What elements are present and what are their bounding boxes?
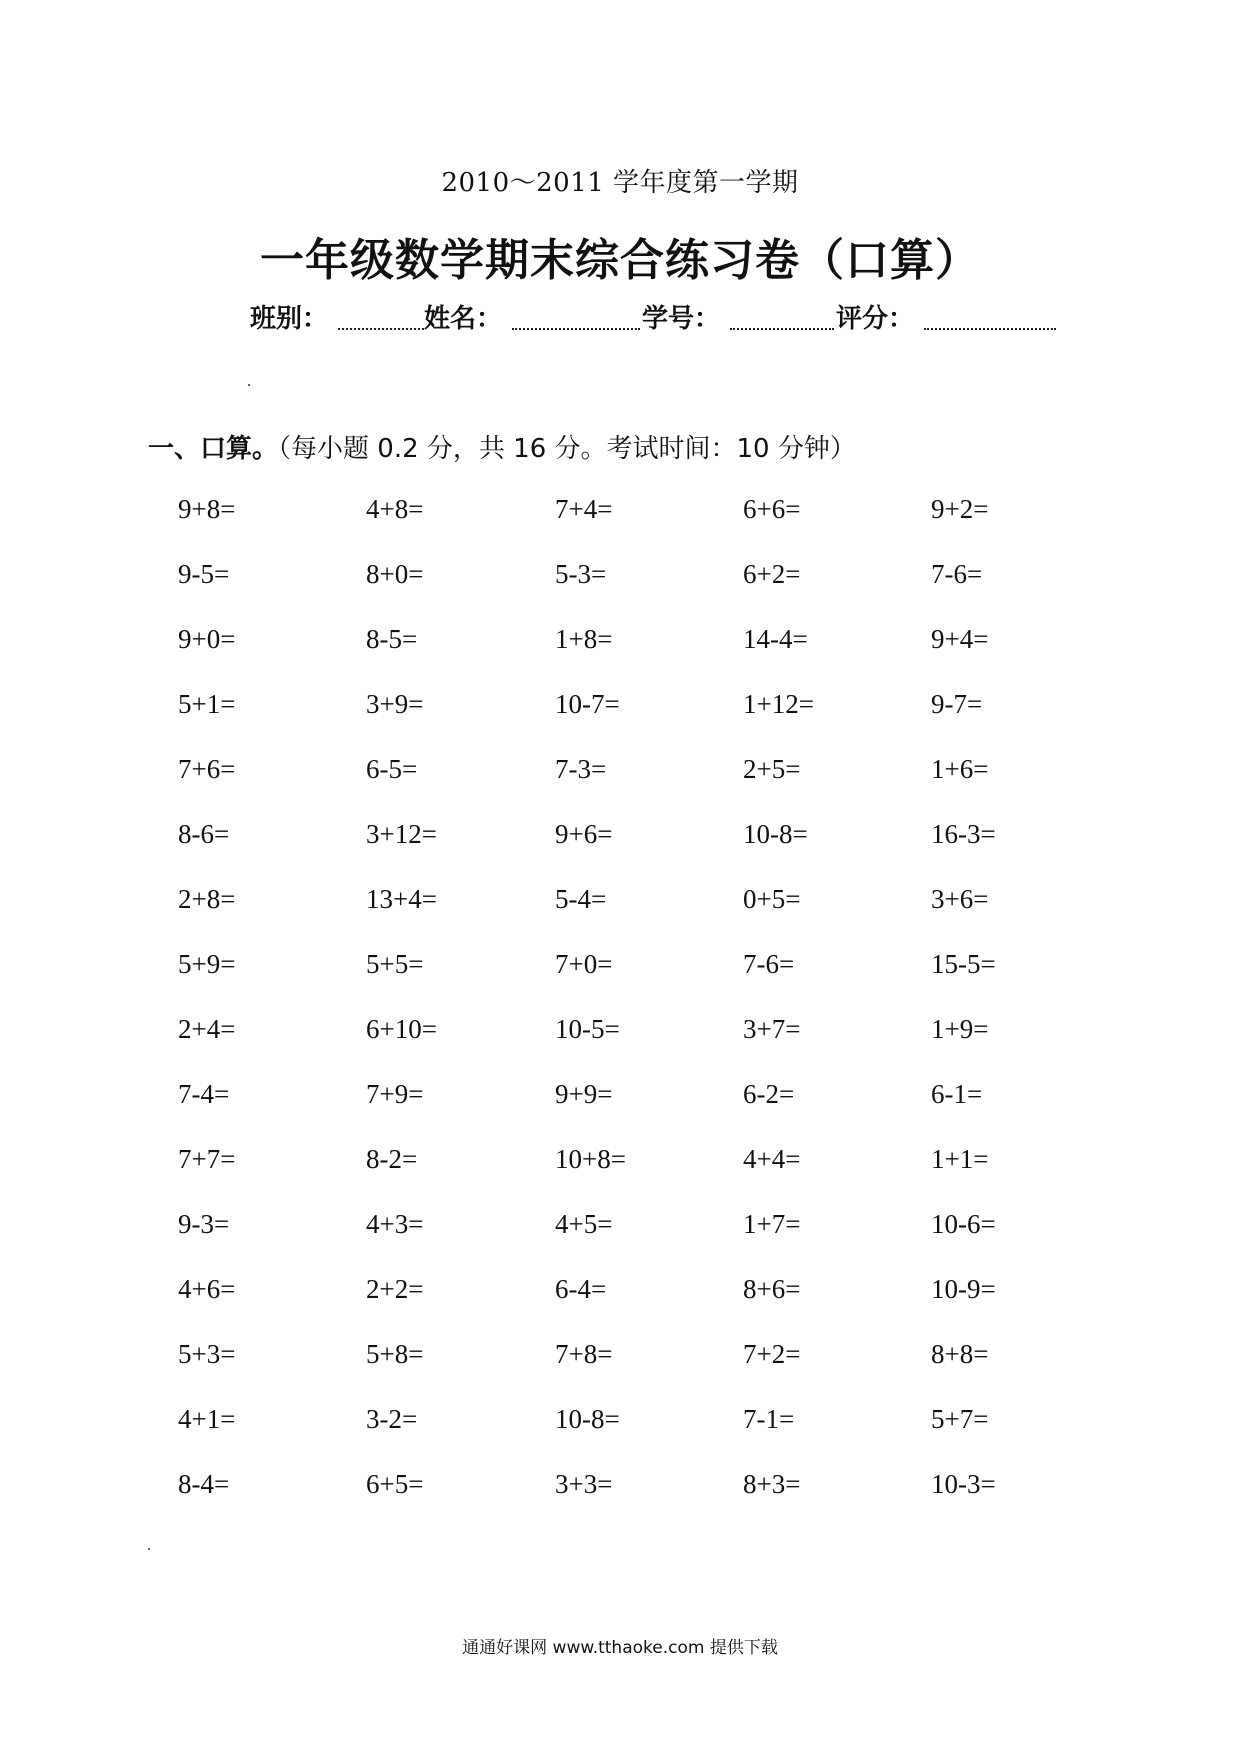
problem-item: 10+8= <box>555 1144 626 1174</box>
problem-item: 5+1= <box>178 689 236 719</box>
problem-item: 9+4= <box>931 624 989 654</box>
problem-item: 4+8= <box>366 494 424 524</box>
problem-item: 5-3= <box>555 559 607 589</box>
problem-item: 6+5= <box>366 1469 424 1499</box>
problem-item: 9-7= <box>931 689 983 719</box>
problem-row <box>178 1014 1078 1054</box>
class-label: 班别： <box>250 304 329 334</box>
problem-item: 1+7= <box>743 1209 801 1239</box>
problem-item: 5-4= <box>555 884 607 914</box>
problem-item: 5+3= <box>178 1339 236 1369</box>
problem-item: 7+8= <box>555 1339 613 1369</box>
school-term-subtitle: 2010～2011 学年度第一学期 <box>441 168 799 198</box>
problem-item: 3-2= <box>366 1404 418 1434</box>
problem-row <box>178 1274 1078 1314</box>
student-number-label: 学号： <box>642 304 721 334</box>
problem-row <box>178 1339 1078 1379</box>
problem-item: 7+4= <box>555 494 613 524</box>
problem-grid <box>178 494 1078 1499</box>
problem-item: 6-5= <box>366 754 418 784</box>
problem-row <box>178 1144 1078 1184</box>
problem-item: 3+9= <box>366 689 424 719</box>
class-blank-line[interactable] <box>338 328 424 330</box>
problem-item: 7+9= <box>366 1079 424 1109</box>
problem-item: 9-3= <box>178 1209 230 1239</box>
problem-item: 6+10= <box>366 1014 437 1044</box>
problem-item: 6-1= <box>931 1079 983 1109</box>
section-heading <box>148 428 856 465</box>
problem-item: 5+9= <box>178 949 236 979</box>
student-info-row <box>250 298 1070 338</box>
problem-item: 8+6= <box>743 1274 801 1304</box>
student-number-blank-line[interactable] <box>730 328 834 330</box>
problem-item: 14-4= <box>743 624 808 654</box>
score-blank-line[interactable] <box>924 328 1056 330</box>
section-number: 一、口算。 <box>148 434 279 464</box>
problem-item: 7+6= <box>178 754 236 784</box>
problem-item: 0+5= <box>743 884 801 914</box>
problem-item: 7+7= <box>178 1144 236 1174</box>
problem-item: 4+6= <box>178 1274 236 1304</box>
problem-item: 4+5= <box>555 1209 613 1239</box>
problem-item: 2+5= <box>743 754 801 784</box>
problem-row <box>178 949 1078 989</box>
problem-item: 5+7= <box>931 1404 989 1434</box>
problem-row <box>178 624 1078 664</box>
problem-item: 7-6= <box>743 949 795 979</box>
section-note: （每小题 0.2 分，共 16 分。考试时间：10 分钟） <box>278 434 856 464</box>
problem-item: 2+4= <box>178 1014 236 1044</box>
problem-item: 8-5= <box>366 624 418 654</box>
problem-item: 7+2= <box>743 1339 801 1369</box>
problem-item: 3+7= <box>743 1014 801 1044</box>
problem-item: 16-3= <box>931 819 996 849</box>
problem-item: 10-9= <box>931 1274 996 1304</box>
problem-item: 10-6= <box>931 1209 996 1239</box>
problem-row <box>178 559 1078 599</box>
problem-item: 10-7= <box>555 689 620 719</box>
problem-item: 9+0= <box>178 624 236 654</box>
problem-item: 7+0= <box>555 949 613 979</box>
problem-item: 1+12= <box>743 689 814 719</box>
problem-item: 1+1= <box>931 1144 989 1174</box>
worksheet-title: 一年级数学期末综合练习卷（口算） <box>260 235 980 286</box>
problem-item: 3+6= <box>931 884 989 914</box>
problem-item: 10-8= <box>555 1404 620 1434</box>
scan-speck <box>148 1548 150 1550</box>
problem-item: 1+9= <box>931 1014 989 1044</box>
problem-item: 5+5= <box>366 949 424 979</box>
problem-row <box>178 1469 1078 1509</box>
problem-row <box>178 754 1078 794</box>
problem-item: 10-5= <box>555 1014 620 1044</box>
problem-row <box>178 494 1078 534</box>
problem-item: 9-5= <box>178 559 230 589</box>
problem-item: 9+6= <box>555 819 613 849</box>
problem-item: 13+4= <box>366 884 437 914</box>
problem-item: 10-3= <box>931 1469 996 1499</box>
problem-item: 7-6= <box>931 559 983 589</box>
problem-item: 9+9= <box>555 1079 613 1109</box>
problem-item: 5+8= <box>366 1339 424 1369</box>
problem-item: 4+3= <box>366 1209 424 1239</box>
problem-item: 6-4= <box>555 1274 607 1304</box>
scan-speck <box>248 384 250 386</box>
problem-item: 8-4= <box>178 1469 230 1499</box>
problem-row <box>178 1404 1078 1444</box>
problem-item: 7-4= <box>178 1079 230 1109</box>
name-label: 姓名： <box>424 304 503 334</box>
problem-row <box>178 689 1078 729</box>
problem-item: 9+2= <box>931 494 989 524</box>
problem-row <box>178 1209 1078 1249</box>
problem-item: 1+8= <box>555 624 613 654</box>
problem-item: 7-3= <box>555 754 607 784</box>
footer-credit: 通通好课网 www.tthaoke.com 提供下载 <box>462 1638 778 1658</box>
problem-item: 6-2= <box>743 1079 795 1109</box>
problem-item: 1+6= <box>931 754 989 784</box>
problem-item: 2+2= <box>366 1274 424 1304</box>
problem-item: 6+2= <box>743 559 801 589</box>
problem-item: 7-1= <box>743 1404 795 1434</box>
problem-row <box>178 1079 1078 1119</box>
problem-item: 8-2= <box>366 1144 418 1174</box>
problem-item: 10-8= <box>743 819 808 849</box>
problem-item: 4+1= <box>178 1404 236 1434</box>
problem-item: 8+8= <box>931 1339 989 1369</box>
problem-item: 2+8= <box>178 884 236 914</box>
problem-item: 4+4= <box>743 1144 801 1174</box>
problem-item: 15-5= <box>931 949 996 979</box>
problem-row <box>178 819 1078 859</box>
name-blank-line[interactable] <box>512 328 640 330</box>
problem-item: 6+6= <box>743 494 801 524</box>
problem-item: 3+3= <box>555 1469 613 1499</box>
problem-item: 9+8= <box>178 494 236 524</box>
problem-row <box>178 884 1078 924</box>
problem-item: 8+3= <box>743 1469 801 1499</box>
problem-item: 3+12= <box>366 819 437 849</box>
problem-item: 8-6= <box>178 819 230 849</box>
score-label: 评分： <box>836 304 915 334</box>
problem-item: 8+0= <box>366 559 424 589</box>
